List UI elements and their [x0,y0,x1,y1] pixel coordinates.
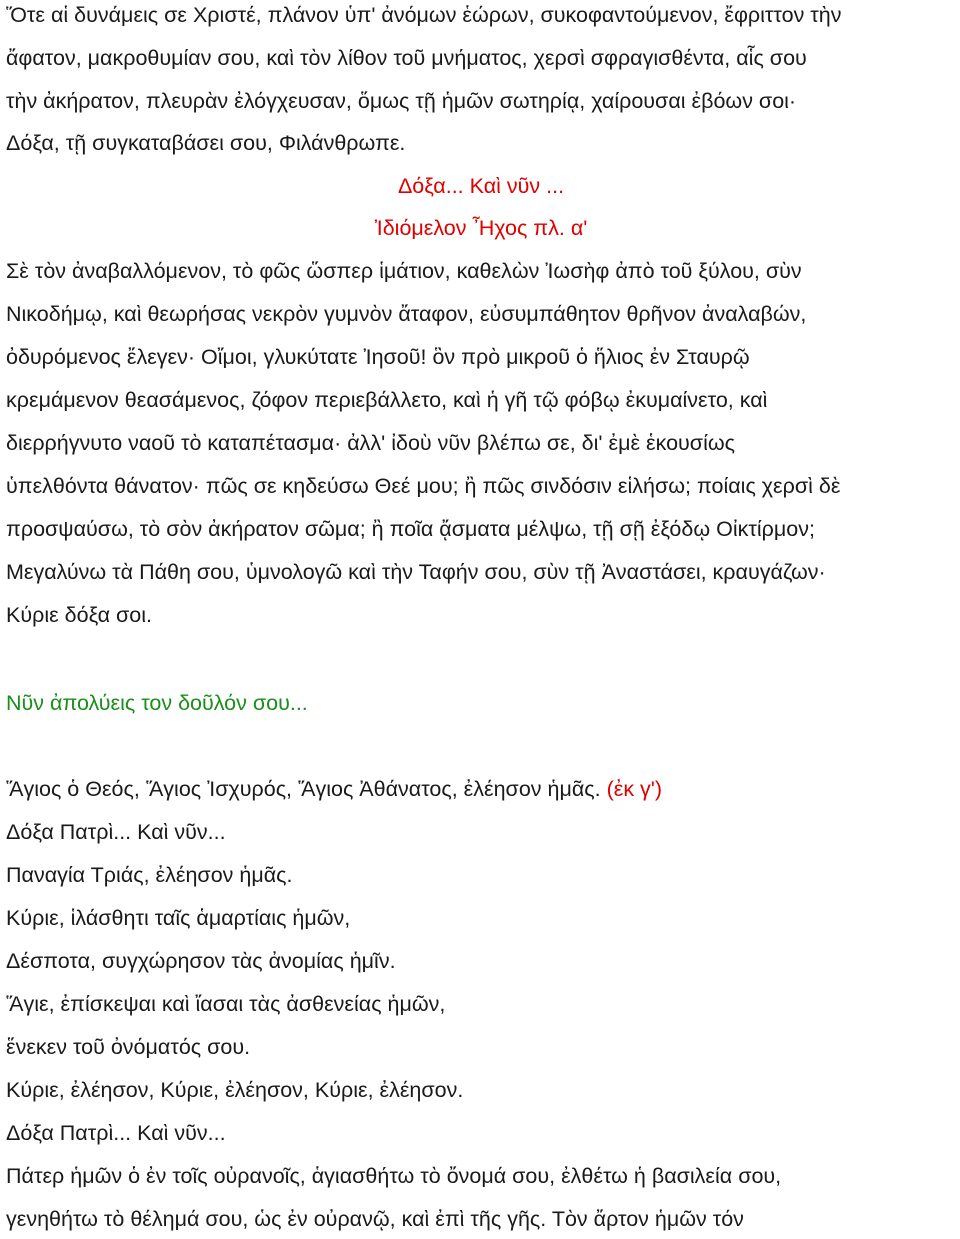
rubric-doxa-heading: Δόξα... Καὶ νῦν ... [397,174,565,198]
text-line: Ἅγιε, ἐπίσκεψαι καὶ ἴασαι τὰς ἀσθενείας ἡμῶν, [6,992,446,1016]
text-line: Πάτερ ἡμῶν ὁ ἐν τοῖς οὐρανοῖς, ἁγιασθήτω τὸ ὄνομά σου, ἐλθέτω ἡ βασιλεία σου, [6,1164,782,1188]
text-line: Κύριε, ἐλέησον, Κύριε, ἐλέησον, Κύριε, ἐλέησον. [6,1078,464,1102]
text-line: ὑπελθόντα θάνατον· πῶς σε κηδεύσω Θεέ μου; ἢ πῶς σινδόσιν εἱλήσω; ποίαις χερσὶ δὲ [6,474,841,498]
text-line: γενηθήτω τὸ θέλημά σου, ὡς ἐν οὐρανῷ, καὶ ἐπὶ τῆς γῆς. Τὸν ἄρτον ἡμῶν τόν [6,1207,744,1231]
text-line: ὀδυρόμενος ἔλεγεν· Οἴμοι, γλυκύτατε Ἰησοῦ! ὃν πρὸ μικροῦ ὁ ἥλιος ἐν Σταυρῷ [6,345,750,369]
text-line: Δόξα Πατρὶ... Καὶ νῦν... [6,1121,226,1145]
rubric-idiomelon-heading: Ἰδιόμελον Ἦχος πλ. α' [374,216,588,240]
text-line: Παναγία Τριάς, ἐλέησον ἡμᾶς. [6,863,293,887]
text-line: Δόξα, τῇ συγκαταβάσει σου, Φιλάνθρωπε. [6,131,406,155]
text-line: ἄφατον, μακροθυμίαν σου, καὶ τὸν λίθον τοῦ μνήματος, χερσὶ σφραγισθέντα, αἷς σου [6,46,807,70]
text-line: διερρήγνυτο ναοῦ τὸ καταπέτασμα· ἀλλ' ἰδοὺ νῦν βλέπω σε, δι' ἐμὲ ἑκουσίως [6,431,736,455]
text-line: Νικοδήμῳ, καὶ θεωρήσας νεκρὸν γυμνὸν ἄταφον, εὐσυμπάθητον θρῆνον ἀναλαβών, [6,302,807,326]
text-line: προσψαύσω, τὸ σὸν ἀκήρατον σῶμα; ἢ ποῖα ᾄσματα μέλψω, τῇ σῇ ἐξόδῳ Οἰκτίρμον; [6,517,815,541]
text-line: Ὅτε αἱ δυνάμεις σε Χριστέ, πλάνον ὑπ' ἀνόμων ἑώρων, συκοφαντούμενον, ἔφριττον τὴν [6,3,842,27]
text-line: Δέσποτα, συγχώρησον τὰς ἀνομίας ἡμῖν. [6,949,396,973]
repeat-rubric: (ἐκ γ') [606,777,663,801]
text-line: Κύριε δόξα σοι. [6,603,153,627]
text-line: κρεμάμενον θεασάμενος, ζόφον περιεβάλλετο, καὶ ἡ γῆ τῷ φόβῳ ἐκυμαίνετο, καὶ [6,388,768,412]
text-line: Μεγαλύνω τὰ Πάθη σου, ὑμνολογῶ καὶ τὴν Ταφήν σου, σὺν τῇ Ἀναστάσει, κραυγάζων· [6,560,826,584]
text-line: Σὲ τὸν ἀναβαλλόμενον, τὸ φῶς ὥσπερ ἱμάτιον, καθελὼν Ἰωσὴφ ἀπὸ τοῦ ξύλου, σὺν [6,259,802,283]
text-line: τὴν ἀκήρατον, πλευρὰν ἐλόγχευσαν, ὅμως τῇ ἡμῶν σωτηρίᾳ, χαίρουσαι ἐβόων σοι· [6,89,797,113]
rubric-nyn-apolyeis-heading: Νῦν ἀπολύεις τον δοῦλόν σου... [6,691,308,715]
trisagion-text: Ἅγιος ὁ Θεός, Ἅγιος Ἰσχυρός, Ἅγιος Ἀθάνατος, ἐλέησον ἡμᾶς. [6,777,601,801]
text-line: Δόξα Πατρὶ... Καὶ νῦν... [6,820,226,844]
text-line: ἕνεκεν τοῦ ὀνόματός σου. [6,1035,251,1059]
trisagion-first-line [6,774,662,804]
text-line: Κύριε, ἱλάσθητι ταῖς ἁμαρτίαις ἡμῶν, [6,906,351,930]
